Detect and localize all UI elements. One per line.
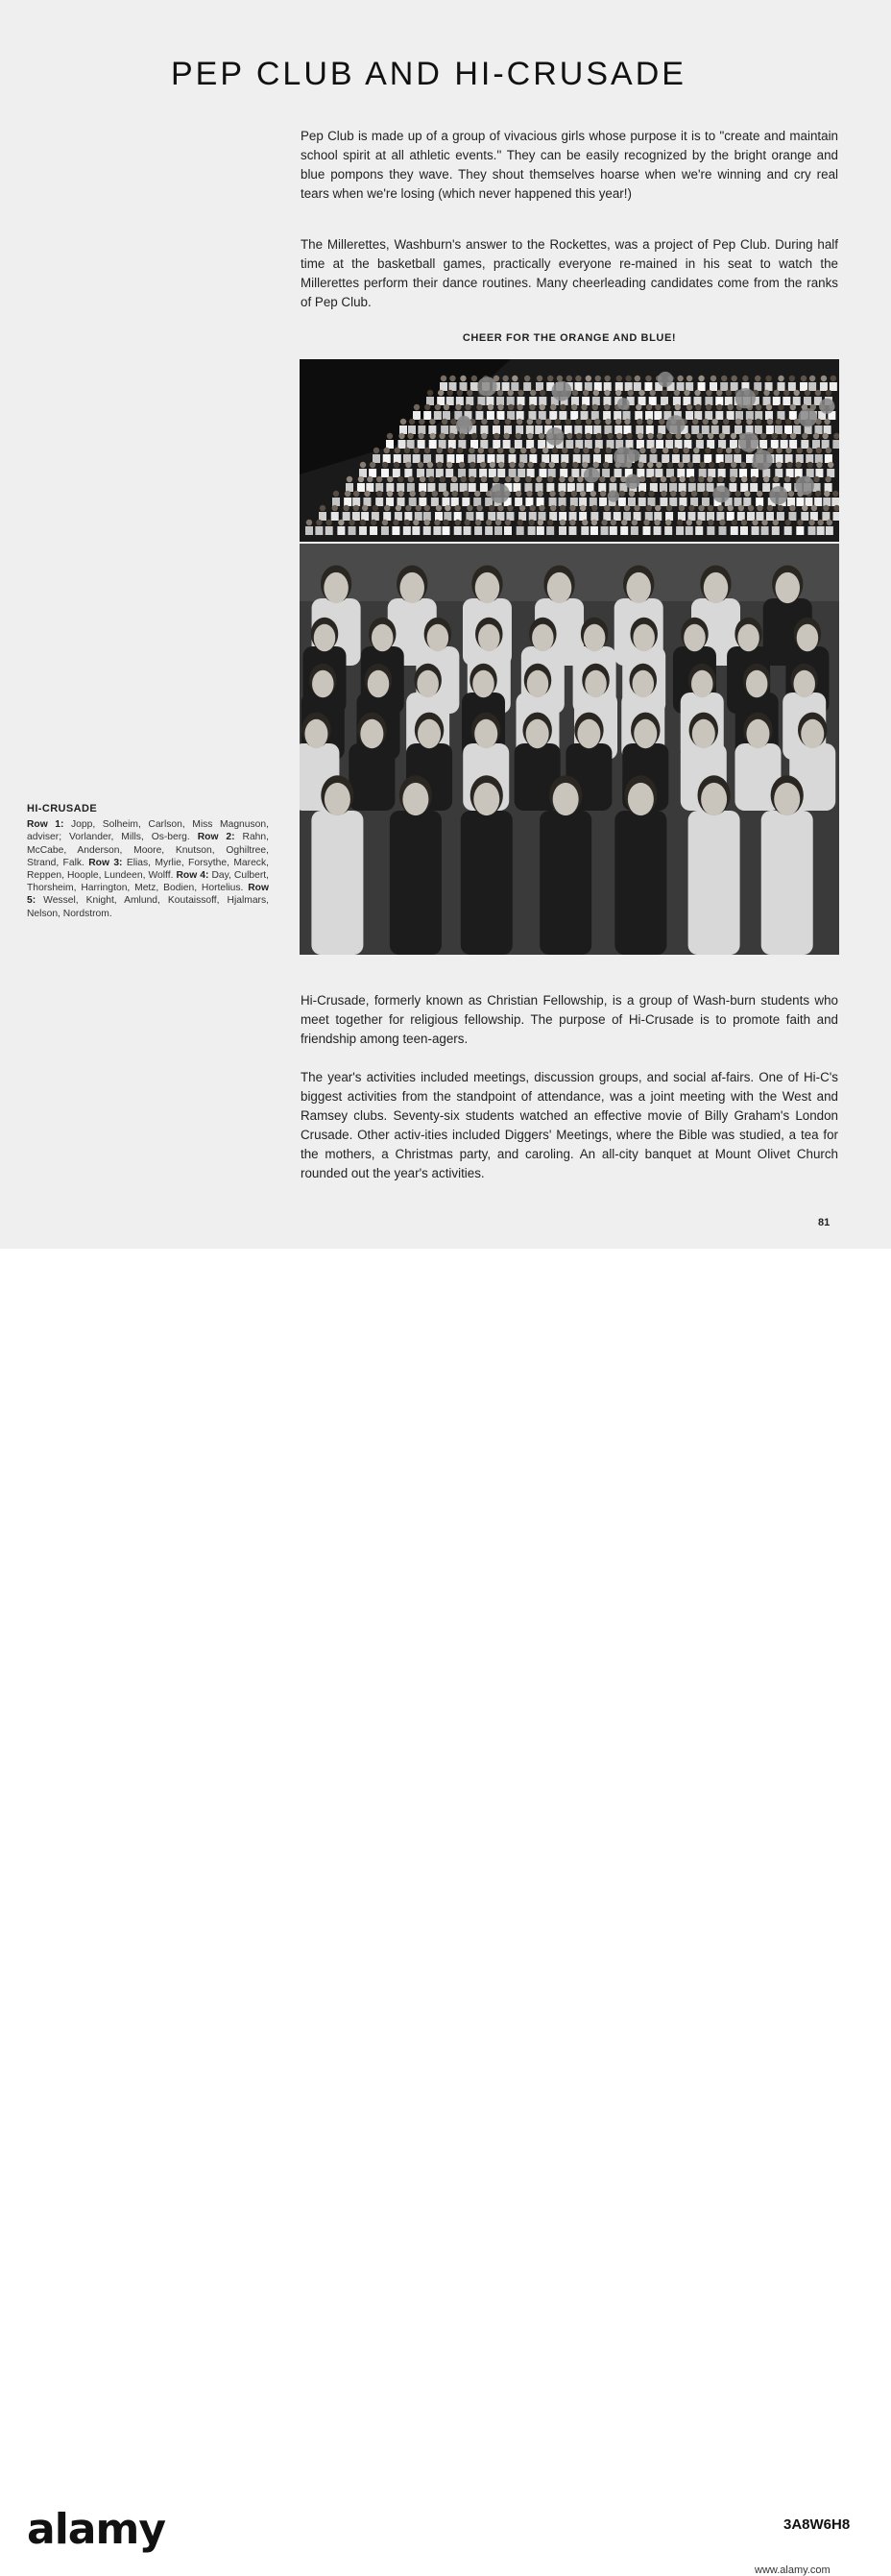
- pep-club-paragraph-1: Pep Club is made up of a group of vivacious girls whose purpose it is to "create and maintain school spirit at all athletic events.'' They can be easily recognized by the bright orange and blue pompons they wave. They shout themselves hoarse when we're winning and cry real tears when we're losing (which never happened this year!): [301, 129, 838, 201]
- row-2-names: Rahn, McCabe, Anderson, Moore, Knutson, Oghiltree, Strand, Falk.: [27, 832, 269, 868]
- sidebar-heading: HI-CRUSADE: [27, 803, 98, 814]
- hi-crusade-caption: [27, 803, 269, 920]
- page-number: 81: [818, 1217, 831, 1228]
- row-list: [27, 818, 269, 920]
- stock-footer: [0, 1249, 891, 2576]
- row-3-names: Elias, Myrlie, Forsythe, Mareck, Reppen, Hoople, Lundeen, Wolff.: [27, 857, 269, 882]
- row-2-label: Row 2:: [197, 832, 235, 843]
- image-id: 3A8W6H8: [783, 2516, 851, 2533]
- row-1-label: Row 1:: [27, 819, 64, 831]
- pep-club-paragraph-2: The Millerettes, Washburn's answer to the Rockettes, was a project of Pep Club. During half time at the basketball games, practically everyone re-mained in his seat to watch the Millerettes perform their dance routines. Many cheerleading candidates come from the ranks of Pep Club.: [301, 237, 838, 309]
- row-3-label: Row 3:: [88, 857, 123, 868]
- site-url: www.alamy.com: [755, 2564, 831, 2576]
- row-4-label: Row 4:: [176, 870, 209, 882]
- pep-club-crowd-photo: [300, 359, 839, 542]
- page-title: PEP CLUB AND HI-CRUSADE: [171, 56, 686, 92]
- row-5-names: Wessel, Knight, Amlund, Koutaissoff, Hjalmars, Nelson, Nordstrom.: [27, 895, 269, 919]
- hi-crusade-group-photo: [300, 544, 839, 955]
- row-5-label: Row 5:: [27, 883, 269, 907]
- hi-crusade-paragraph-1: Hi-Crusade, formerly known as Christian Fellowship, is a group of Wash-burn students who meet together for religious fellowship. The purpose of Hi-Crusade is to promote faith and friendship among teen-agers.: [301, 993, 838, 1046]
- photo-caption: CHEER FOR THE ORANGE AND BLUE!: [462, 332, 677, 344]
- row-1-names: Jopp, Solheim, Carlson, Miss Magnuson, adviser; Vorlander, Mills, Os-berg.: [27, 819, 269, 843]
- hi-crusade-paragraph-2: The year's activities included meetings, discussion groups, and social af-fairs. One of Hi-C's biggest activities from the standpoint of attendance, was a joint meeting with the West and Ramsey clubs. Seventy-six students watched an effective movie of Billy Graham's London Crusade. Other activ-ities included Diggers' Meetings, where the Bible was studied, a tea for the mothers, a Christmas party, and caroling. An all-city banquet at Mount Olivet Church rounded out the year's activities.: [301, 1070, 838, 1180]
- alamy-logo: alamy: [27, 2505, 165, 2554]
- yearbook-page: [0, 0, 891, 1249]
- row-4-names: Day, Culbert, Thorsheim, Harrington, Metz, Bodien, Hortelius.: [27, 870, 269, 894]
